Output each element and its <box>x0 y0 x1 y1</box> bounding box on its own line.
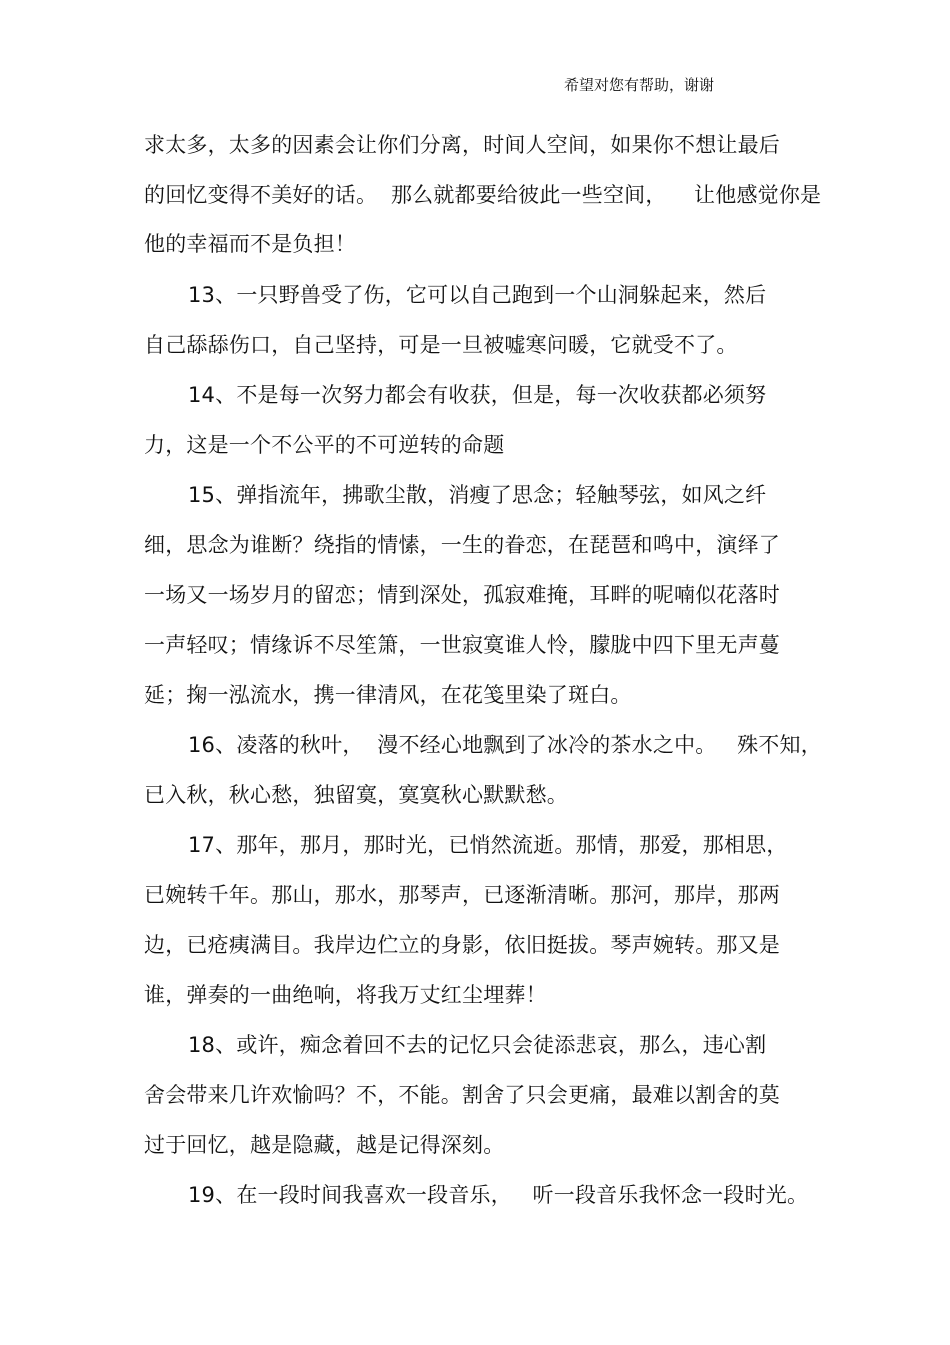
text-line: 边，已疮痍满目。我岸边伫立的身影，依旧挺拔。琴声婉转。那又是 <box>144 933 780 957</box>
paragraph-17-start: 17、那年，那月，那时光，已悄然流逝。那情，那爱，那相思， <box>188 833 788 857</box>
paragraph-16-start: 16、凌落的秋叶， 漫不经心地飘到了冰冷的茶水之中。 殊不知， <box>188 733 822 757</box>
text-line: 谁，弹奏的一曲绝响，将我万丈红尘埋葬！ <box>144 983 547 1007</box>
text-line: 舍会带来几许欢愉吗？不，不能。割舍了只会更痛，最难以割舍的莫 <box>144 1083 780 1107</box>
text-line: 过于回忆，越是隐藏，越是记得深刻。 <box>144 1133 505 1157</box>
text-line: 力，这是一个不公平的不可逆转的命题 <box>144 433 505 457</box>
text-line: 求太多，太多的因素会让你们分离，时间人空间，如果你不想让最后 <box>144 133 780 157</box>
paragraph-15-start: 15、弹指流年，拂歌尘散，消瘦了思念；轻触琴弦，如风之纤 <box>188 483 767 507</box>
paragraph-14-start: 14、不是每一次努力都会有收获，但是，每一次收获都必须努 <box>188 383 767 407</box>
text-line: 他的幸福而不是负担！ <box>144 232 356 256</box>
text-line: 细，思念为谁断？绕指的情愫，一生的眷恋，在琵琶和鸣中，演绎了 <box>144 533 780 557</box>
paragraph-13-start: 13、一只野兽受了伤，它可以自己跑到一个山洞躲起来，然后 <box>188 283 767 307</box>
text-line: 一声轻叹；情缘诉不尽笙箫，一世寂寞谁人怜，朦胧中四下里无声蔓 <box>144 633 780 657</box>
paragraph-19-start: 19、在一段时间我喜欢一段音乐， 听一段音乐我怀念一段时光。 <box>188 1183 809 1207</box>
text-line: 自己舔舔伤口，自己坚持，可是一旦被嘘寒问暖，它就受不了。 <box>144 333 738 357</box>
text-line: 已婉转千年。那山，那水，那琴声，已逐渐清晰。那河，那岸，那两 <box>144 883 780 907</box>
text-line: 已入秋，秋心愁，独留寞，寞寞秋心默默愁。 <box>144 783 568 807</box>
text-line: 延；掬一泓流水，携一律清风，在花笺里染了斑白。 <box>144 683 632 707</box>
text-line: 一场又一场岁月的留恋；情到深处，孤寂难掩，耳畔的呢喃似花落时 <box>144 583 780 607</box>
text-line: 的回忆变得不美好的话。 那么就都要给彼此一些空间， 让他感觉你是 <box>144 183 822 207</box>
paragraph-18-start: 18、或许，痴念着回不去的记忆只会徒添悲哀，那么，违心割 <box>188 1033 767 1057</box>
page-header-note: 希望对您有帮助，谢谢 <box>564 76 715 94</box>
